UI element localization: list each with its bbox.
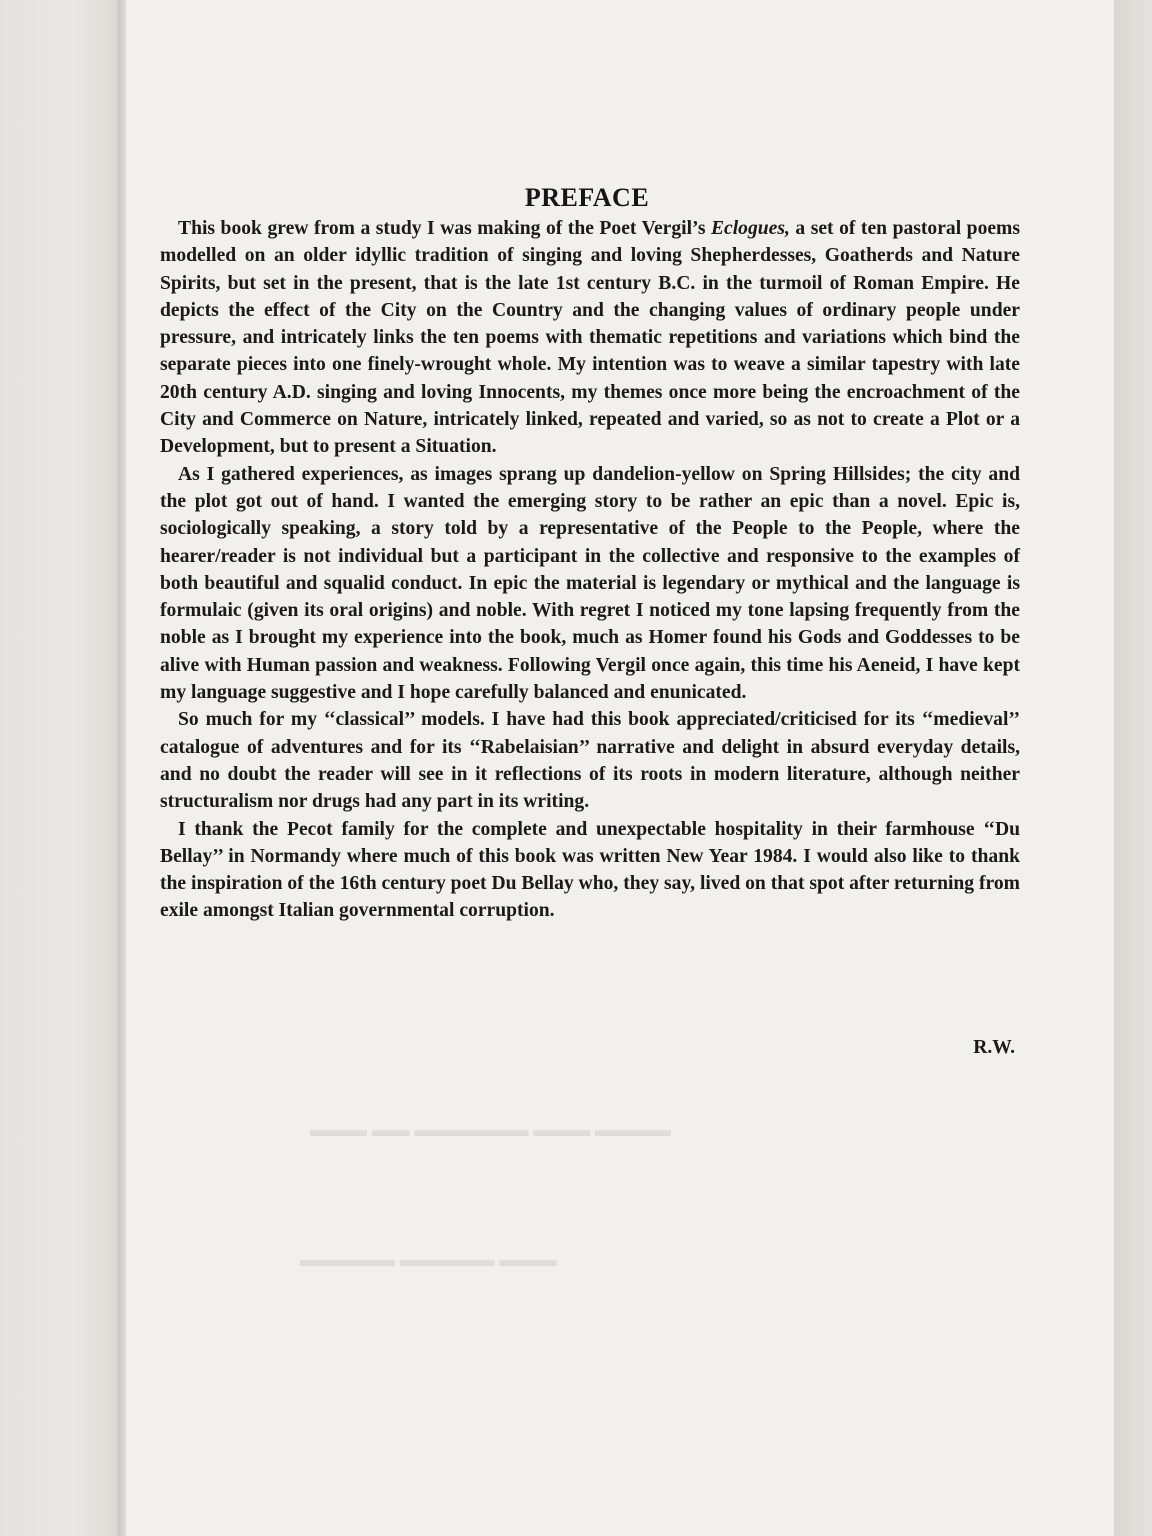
page-title: PREFACE <box>524 183 650 213</box>
paragraph: This book grew from a study I was making of the Poet Vergil’s Eclogues, a set of ten pastoral poems modelled on an older idyllic tradition of singing and loving Shepherdesses, Goatherds and Nature Spirits, but set in the present, that is the late 1st century B.C. in the turmoil of Roman Empire. He depicts the effect of the City on the Country and the changing values of ordinary people under pressure, and intricately links the ten poems with thematic repetitions and variations which bind the separate pieces into one finely-wrought whole. My intention was to weave a similar tapestry with late 20th century A.D. singing and loving Innocents, my themes once more being the encroachment of the City and Commerce on Nature, intricately linked, repeated and varied, so as not to create a Plot or a Development, but to present a Situation. <box>160 218 1021 458</box>
book-title-emphasis: Eclogues, <box>710 218 790 239</box>
left-page <box>0 0 122 1536</box>
paragraph: I thank the Pecot family for the complete and unexpectable hospitality in their farmhouse ‘‘Du Bellay’’ in Normandy where much of this book was written New Year 1984. I would also like to thank the inspiration of the 16th century poet Du Bellay who, they say, lived on that spot after returning from exile amongst Italian governmental corruption. <box>160 818 1020 922</box>
show-through-text: ▬▬▬ ▬▬▬▬▬ ▬▬▬▬▬ <box>300 1250 557 1271</box>
show-through-text: ▬▬▬▬ ▬▬▬ ▬▬▬▬▬▬ ▬▬ ▬▬▬ <box>310 1120 671 1141</box>
page-edge <box>1114 0 1152 1536</box>
author-signature: R.W. <box>973 1037 1015 1058</box>
paragraph: So much for my ‘‘classical’’ models. I have had this book appreciated/criticised for its ‘‘medieval’’ catalogue of adventures and for its ‘‘Rabelaisian’’ narrative and delight in absurd everyday details, and no doubt the reader will see in it reflections of its roots in modern literature, although neither structuralism nor drugs had any part in its writing. <box>160 709 1020 813</box>
paragraph: As I gathered experiences, as images sprang up dandelion-yellow on Spring Hillsides; the city and the plot got out of hand. I wanted the emerging story to be rather an epic than a novel. Epic is, sociologically speaking, a story told by a representative of the People to the People, where the hearer/reader is not individual but a participant in the collective and responsive to the examples of both beautiful and squalid conduct. In epic the material is legendary or mythical and the language is formulaic (given its oral origins) and noble. With regret I noticed my tone lapsing frequently from the noble as I brought my experience into the book, much as Homer found his Gods and Goddesses to be alive with Human passion and weakness. Following Vergil once again, this time his Aeneid, I have kept my language suggestive and I hope carefully balanced and enunicated. <box>160 463 1020 704</box>
preface-body <box>160 215 1020 925</box>
